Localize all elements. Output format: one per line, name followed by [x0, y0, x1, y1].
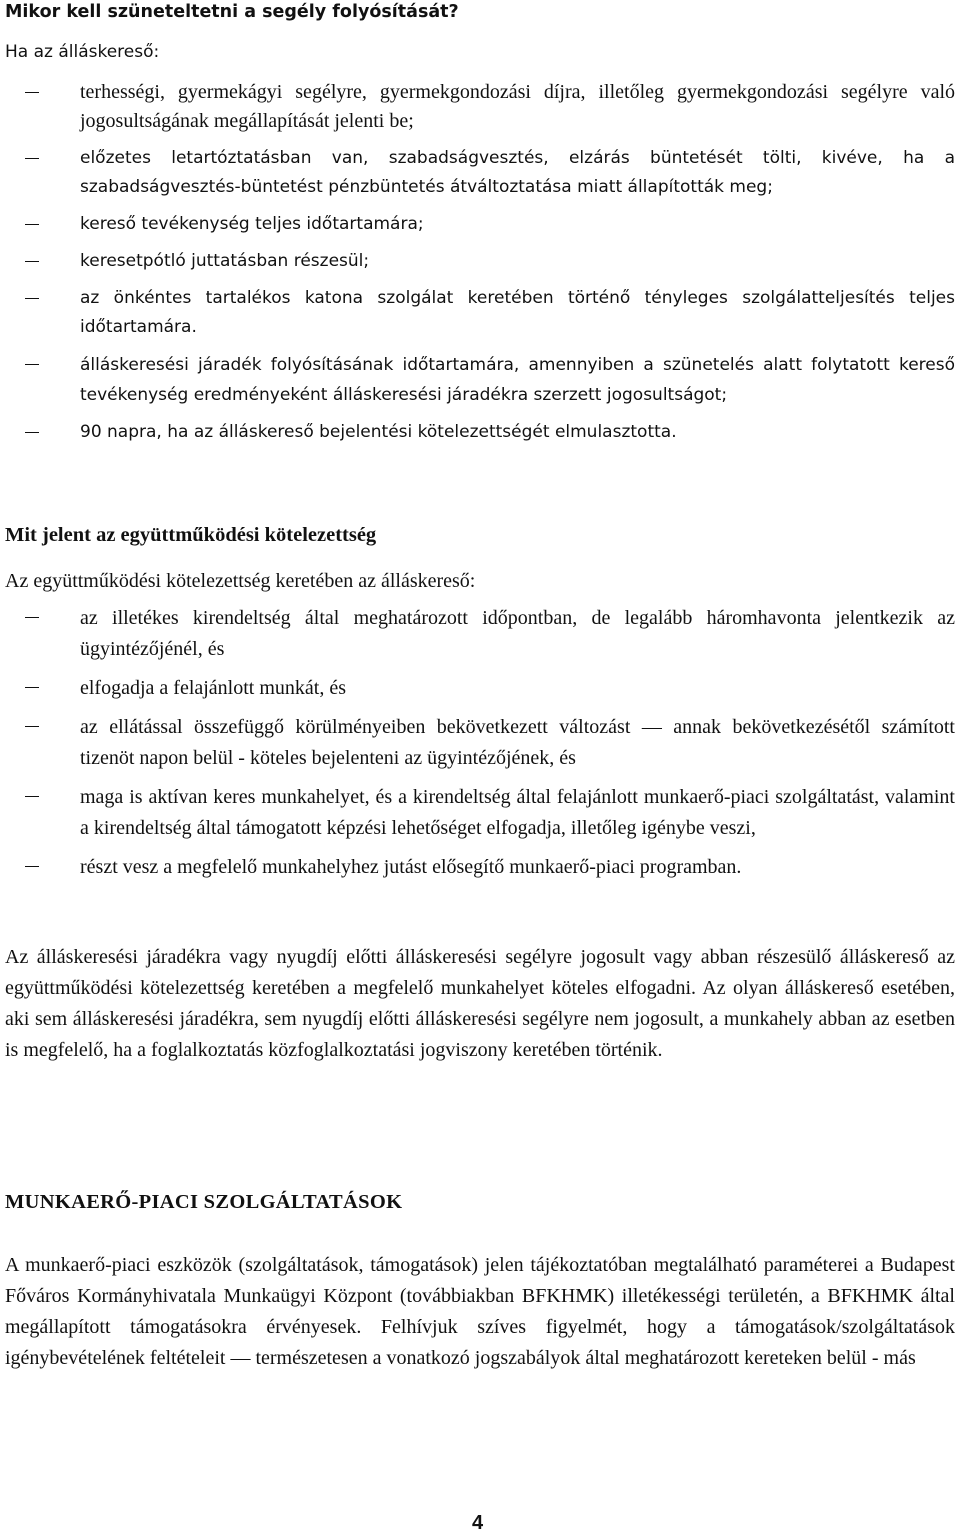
- list-item: elfogadja a felajánlott munkát, és: [5, 673, 955, 704]
- dash-bullet: [25, 298, 39, 299]
- list-item: részt vesz a megfelelő munkahelyhez jutást elősegítő munkaerő-piaci programban.: [5, 852, 955, 883]
- cooperation-lead-text: Az együttműködési kötelezettség keretében az álláskereső:: [5, 570, 476, 592]
- list-item: az önkéntes tartalékos katona szolgálat keretében történő tényleges szolgálatteljesítés teljes időtartamára.: [5, 284, 955, 342]
- dash-bullet: [25, 866, 39, 867]
- section-heading-labour-market-services: MUNKAERŐ-PIACI SZOLGÁLTATÁSOK: [5, 1191, 403, 1213]
- section-heading-suspension: Mikor kell szüneteltetni a segély folyósítását?: [5, 2, 459, 22]
- section-heading-cooperation: Mit jelent az együttműködési kötelezettség: [5, 524, 377, 546]
- dash-bullet: [25, 224, 39, 225]
- dash-bullet: [25, 92, 39, 93]
- list-item: kereső tevékenység teljes időtartamára;: [5, 210, 955, 239]
- page-number: 4: [472, 1512, 484, 1534]
- cooperation-obligations-list: [5, 603, 955, 891]
- suspension-conditions-list: [5, 78, 955, 455]
- dash-bullet: [25, 617, 39, 618]
- dash-bullet: [25, 726, 39, 727]
- list-item: 90 napra, ha az álláskereső bejelentési kötelezettségét elmulasztotta.: [5, 418, 955, 447]
- dash-bullet: [25, 364, 39, 365]
- dash-bullet: [25, 687, 39, 688]
- list-item: maga is aktívan keres munkahelyet, és a kirendeltség által felajánlott munkaerő-piaci szolgáltatást, valamint a kirendeltség által támogatott képzési lehetőséget elfogadja, illetőleg igénybe veszi,: [5, 782, 955, 844]
- intro-text: Ha az álláskereső:: [5, 42, 160, 62]
- dash-bullet: [25, 796, 39, 797]
- list-item: az ellátással összefüggő körülményeiben bekövetkezett változást — annak bekövetkezésétől számított tizenöt napon belül - köteles bejelenteni az ügyintézőjének, és: [5, 712, 955, 774]
- list-item: keresetpótló juttatásban részesül;: [5, 247, 955, 276]
- list-item: terhességi, gyermekágyi segélyre, gyermekgondozási díjra, illetőleg gyermekgondozási segélyre való jogosultságának megállapítását jelenti be;: [5, 78, 955, 136]
- dash-bullet: [25, 158, 39, 159]
- list-item: az illetékes kirendeltség által meghatározott időpontban, de legalább háromhavonta jelentkezik az ügyintézőjénél, és: [5, 603, 955, 665]
- dash-bullet: [25, 261, 39, 262]
- list-item: álláskeresési járadék folyósításának időtartamára, amennyiben a szünetelés alatt folytatott kereső tevékenység eredményeként álláskeresési járadékra szerzett jogosultságot;: [5, 350, 955, 410]
- dash-bullet: [25, 432, 39, 433]
- list-item: előzetes letartóztatásban van, szabadságvesztés, elzárás büntetését tölti, kivéve, ha a szabadságvesztés-büntetést pénzbüntetés átváltoztatása miatt állapították meg;: [5, 144, 955, 202]
- suitable-job-paragraph: Az álláskeresési járadékra vagy nyugdíj előtti álláskeresési segélyre jogosult vagy abban részesülő álláskereső az együttműködési kötelezettség keretében a megfelelő munkahelyet köteles elfogadni. Az olyan álláskereső esetében, aki sem álláskeresési járadékra, sem nyugdíj előtti álláskeresési segélyre nem jogosult, a munkahely abban az esetben is megfelelő, ha a foglalkoztatás közfoglalkoztatási jogviszony keretében történik.: [5, 946, 955, 1061]
- labour-market-services-paragraph: A munkaerő-piaci eszközök (szolgáltatások, támogatások) jelen tájékoztatóban megtalálható paraméterei a Budapest Főváros Kormányhivatala Munkaügyi Központ (továbbiakban BFKHMK) illetékességi területén, a BFKHMK által megállapított támogatásokra érvényesek. Felhívjuk szíves figyelmét, hogy a támogatások/szolgáltatások igénybevételének feltételeit — természetesen a vonatkozó jogszabályok által meghatározott kereteken belül - más: [5, 1254, 955, 1369]
